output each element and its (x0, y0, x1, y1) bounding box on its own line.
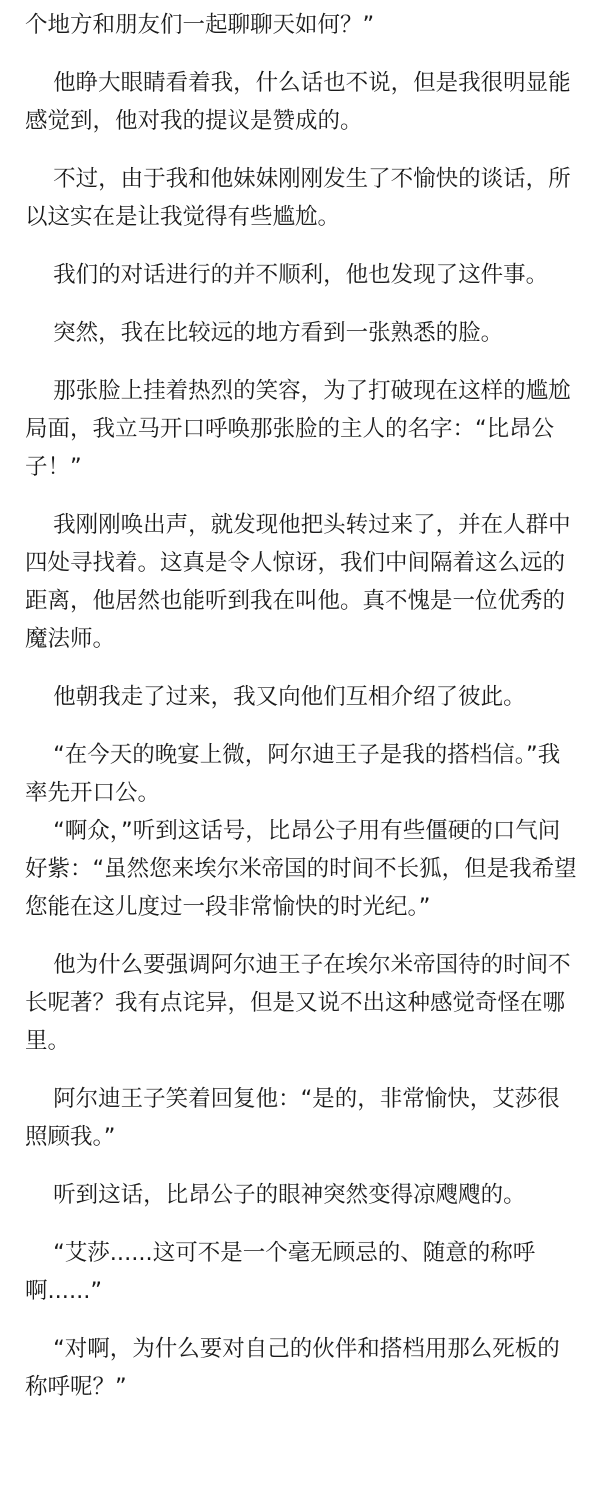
paragraph-10: “啊众，”听到这话号，比昂公子用有些僵硬的口气问好紫：“虽然您来埃尔米帝国的时间不长狐，但是我希望您能在这儿度过一段非常愉快的时光纪。” (25, 818, 577, 920)
paragraph-11: 他为什么要强调阿尔迪王子在埃尔米帝国待的时间不长呢著？我有点诧异，但是又说不出这种感觉奇怪在哪里。 (25, 952, 571, 1054)
paragraph-7: 我刚刚唤出声，就发现他把头转过来了，并在人群中四处寻找着。这真是令人惊讶，我们中间隔着这么远的距离，他居然也能听到我在叫他。真不愧是一位优秀的魔法师。 (25, 512, 571, 652)
paragraph-5: 突然，我在比较远的地方看到一张熟悉的脸。 (53, 320, 504, 346)
paragraph-4: 我们的对话进行的并不顺利，他也发现了这件事。 (53, 262, 549, 288)
paragraph-6: 那张脸上挂着热烈的笑容，为了打破现在这样的尴尬局面，我立马开口呼唤那张脸的主人的名字：“比昂公子！” (25, 378, 571, 480)
paragraph-3: 不过，由于我和他妹妹刚刚发生了不愉快的谈话，所以这实在是让我觉得有些尴尬。 (25, 166, 571, 230)
paragraph-8: 他朝我走了过来，我又向他们互相介绍了彼此。 (53, 684, 526, 710)
paragraph-2: 他睁大眼睛看着我，什么话也不说，但是我很明显能感觉到，他对我的提议是赞成的。 (25, 70, 571, 134)
paragraph-13: 听到这话，比昂公子的眼神突然变得凉飕飕的。 (53, 1182, 526, 1208)
paragraph-14: “艾莎......这可不是一个毫无顾忌的、随意的称呼啊......” (25, 1240, 536, 1304)
paragraph-1: 个地方和朋友们一起聊聊天如何？” (25, 12, 375, 38)
paragraph-9: “在今天的晚宴上微，阿尔迪王子是我的搭档信。”我率先开口公。 (25, 742, 561, 806)
paragraph-15: “对啊，为什么要对自己的伙伴和搭档用那么死板的称呼呢？” (25, 1336, 560, 1400)
paragraph-12: 阿尔迪王子笑着回复他：“是的，非常愉快，艾莎很照顾我。” (25, 1086, 560, 1150)
